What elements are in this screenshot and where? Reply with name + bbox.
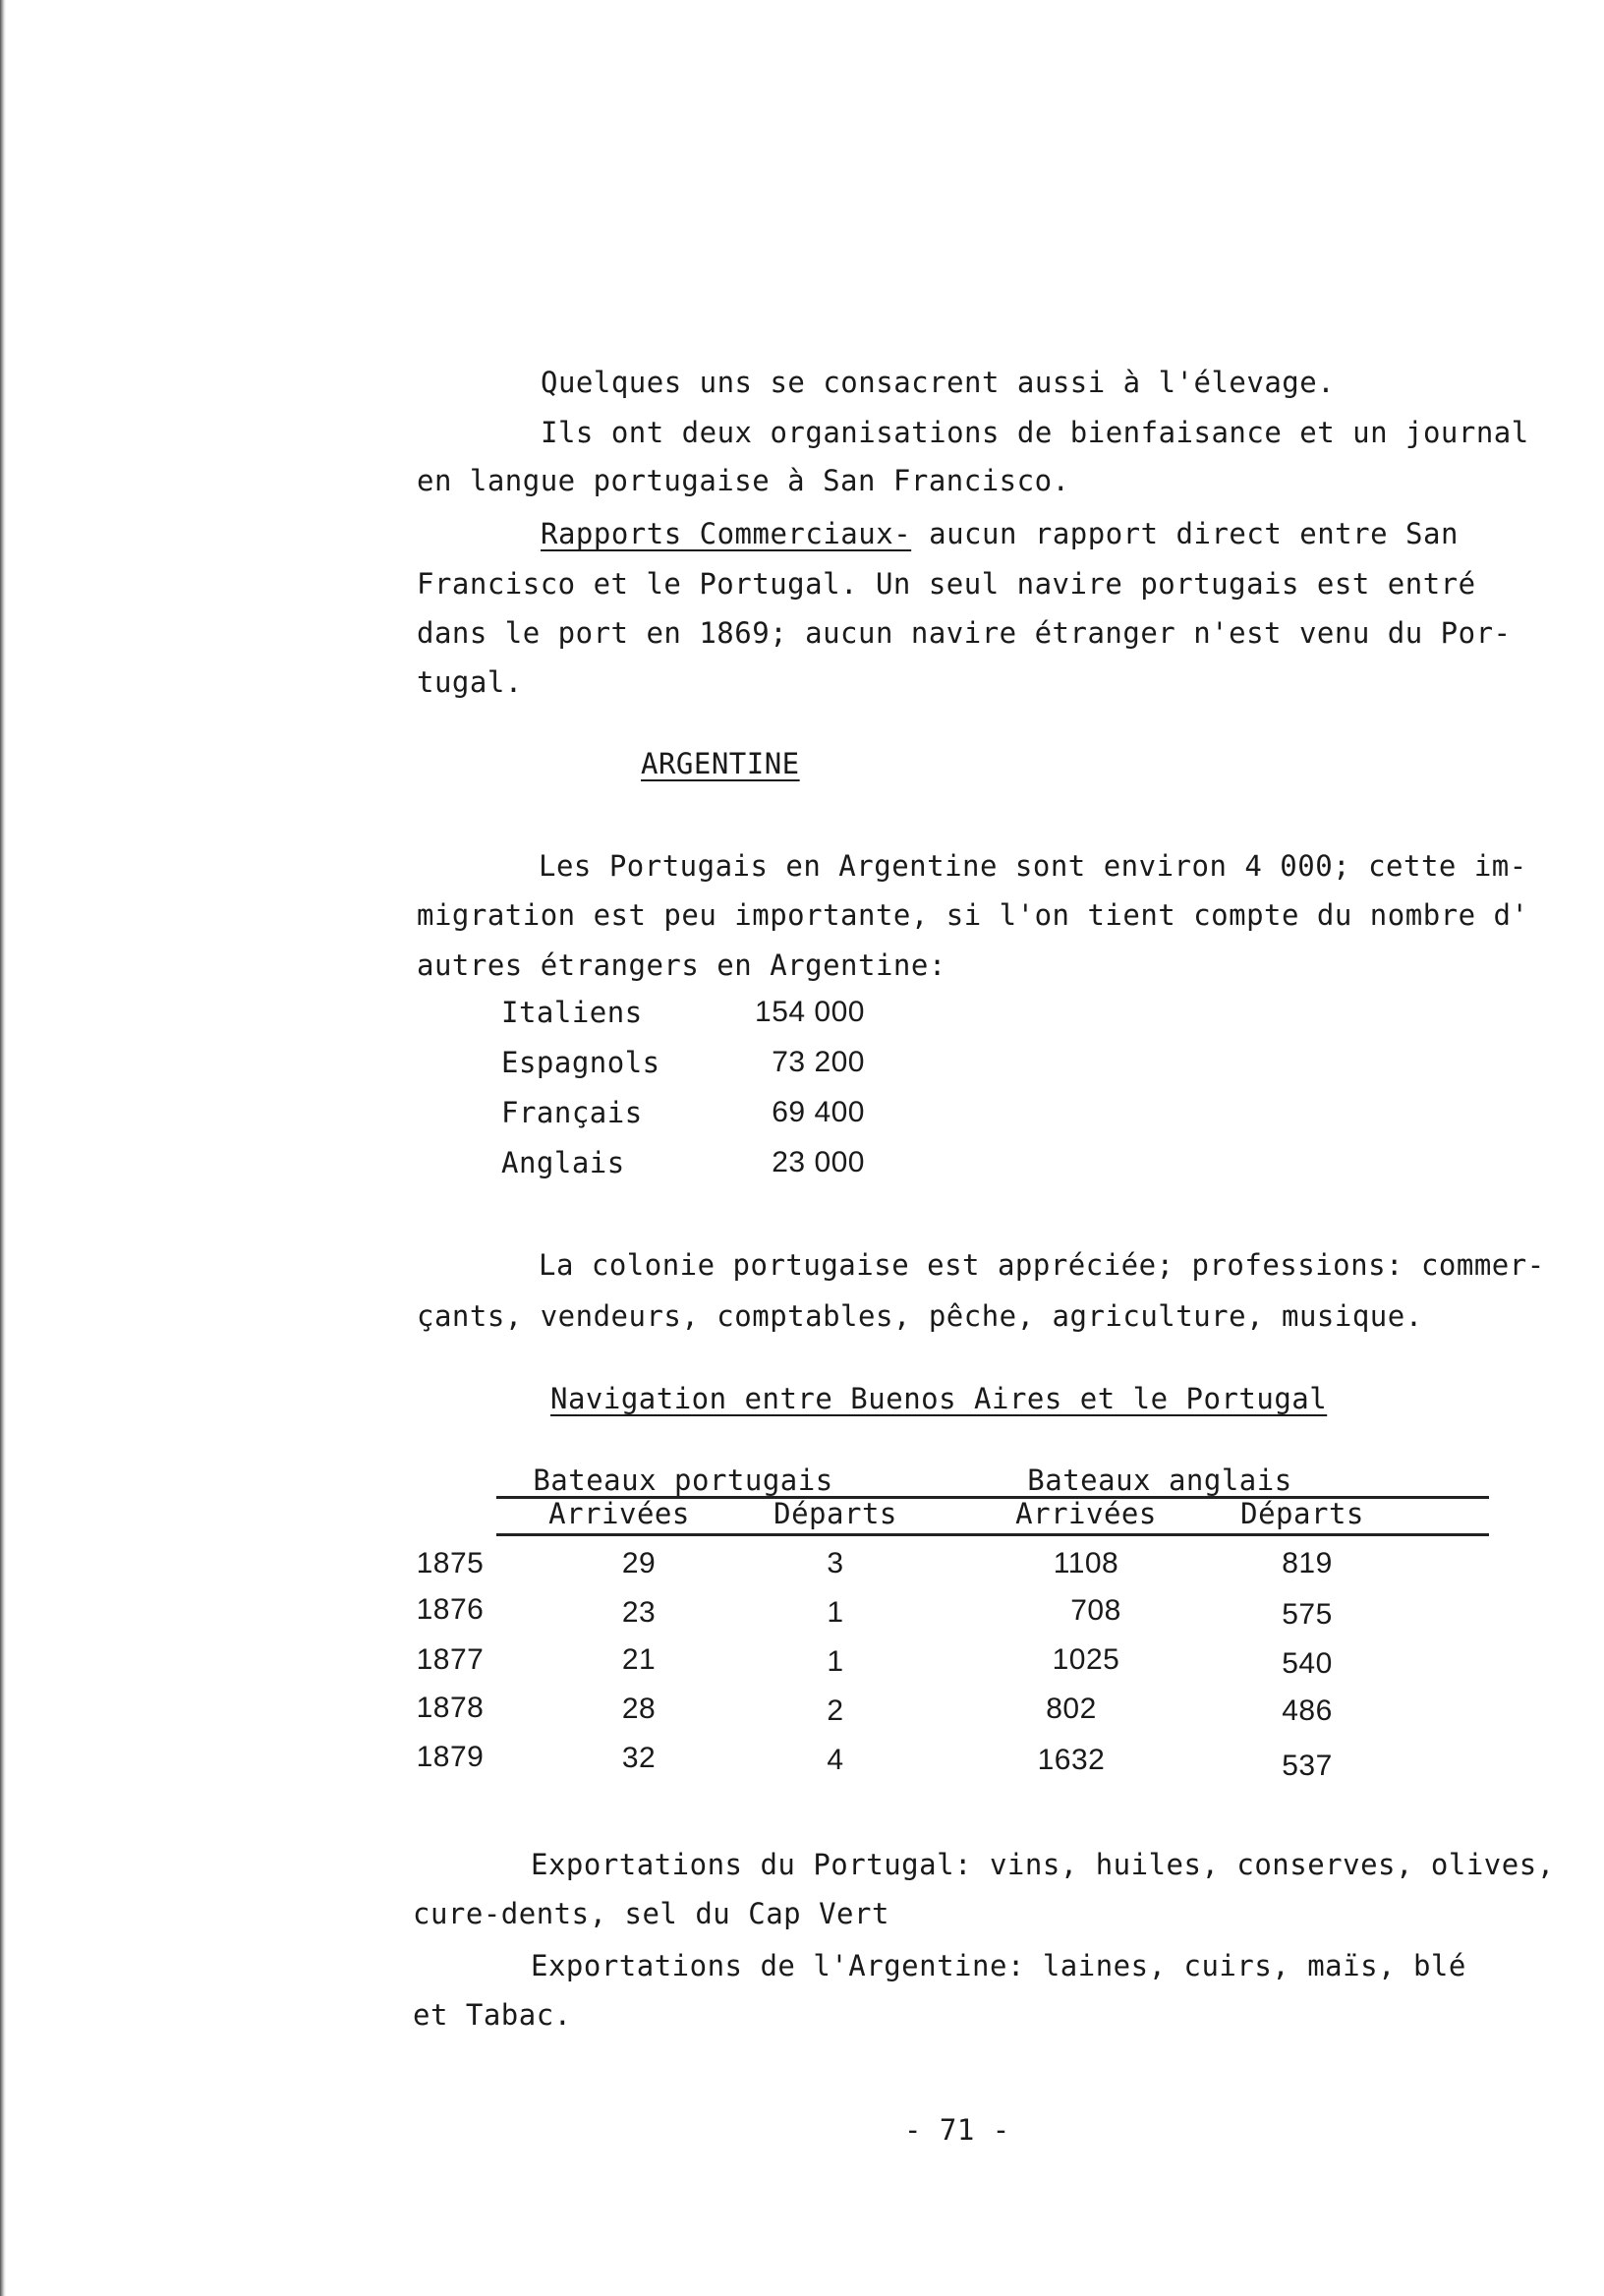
paragraph-line: Les Portugais en Argentine sont environ 4 000; cette im- bbox=[539, 849, 1527, 883]
rapports-heading: Rapports Commerciaux- bbox=[541, 517, 912, 550]
paragraph-line: autres étrangers en Argentine: bbox=[417, 948, 946, 982]
year-cell: 1877 bbox=[416, 1643, 485, 1676]
nationality-name: Français bbox=[501, 1096, 643, 1129]
pt-arrivals-cell: 21 bbox=[621, 1643, 657, 1676]
paragraph-line: migration est peu importante, si l'on tient compte du nombre d' bbox=[417, 898, 1529, 932]
paragraph-line: Quelques uns se consacrent aussi à l'élevage. bbox=[541, 366, 1336, 399]
column-group-english: Bateaux anglais bbox=[1027, 1464, 1292, 1497]
column-header-departures: Départs bbox=[1240, 1497, 1364, 1530]
pt-departures-cell: 4 bbox=[827, 1744, 844, 1776]
paragraph-line: çants, vendeurs, comptables, pêche, agriculture, musique. bbox=[417, 1299, 1423, 1333]
pt-arrivals-cell: 29 bbox=[621, 1547, 657, 1579]
paragraph-text: aucun rapport direct entre San bbox=[911, 517, 1459, 550]
paragraph-line: tugal. bbox=[417, 665, 523, 699]
nationality-value: 69 400 bbox=[772, 1096, 865, 1128]
pt-departures-cell: 3 bbox=[827, 1547, 844, 1579]
en-departures-cell: 486 bbox=[1282, 1694, 1333, 1727]
column-group-portuguese: Bateaux portugais bbox=[533, 1464, 833, 1497]
paragraph-line: Francisco et le Portugal. Un seul navire portugais est entré bbox=[417, 567, 1476, 601]
en-departures-cell: 819 bbox=[1282, 1547, 1333, 1579]
en-arrivals-cell: 1108 bbox=[1053, 1547, 1119, 1579]
en-arrivals-cell: 708 bbox=[1070, 1594, 1121, 1627]
en-arrivals-cell: 1632 bbox=[1037, 1744, 1106, 1776]
year-cell: 1875 bbox=[416, 1547, 485, 1579]
section-title: ARGENTINE bbox=[641, 747, 800, 780]
pt-departures-cell: 1 bbox=[827, 1645, 844, 1678]
page-number: - 71 - bbox=[904, 2113, 1010, 2147]
en-arrivals-cell: 802 bbox=[1046, 1693, 1097, 1725]
year-cell: 1876 bbox=[416, 1593, 485, 1626]
pt-arrivals-cell: 23 bbox=[621, 1596, 657, 1629]
year-cell: 1879 bbox=[416, 1741, 485, 1773]
en-departures-cell: 537 bbox=[1282, 1750, 1333, 1782]
column-header-arrivals: Arrivées bbox=[548, 1497, 690, 1530]
pt-arrivals-cell: 32 bbox=[621, 1742, 657, 1774]
column-header-departures: Départs bbox=[773, 1497, 897, 1530]
pt-departures-cell: 1 bbox=[827, 1596, 844, 1629]
nationality-value: 73 200 bbox=[772, 1046, 865, 1078]
paragraph-line: Exportations du Portugal: vins, huiles, conserves, olives, bbox=[531, 1848, 1555, 1881]
en-departures-cell: 575 bbox=[1282, 1598, 1333, 1631]
nationality-value: 154 000 bbox=[755, 996, 865, 1028]
paragraph-line bbox=[541, 517, 1459, 550]
paragraph-line: La colonie portugaise est appréciée; professions: commer- bbox=[539, 1248, 1545, 1282]
table-title: Navigation entre Buenos Aires et le Portugal bbox=[550, 1382, 1328, 1415]
nationality-name: Italiens bbox=[501, 996, 643, 1029]
paragraph-line: dans le port en 1869; aucun navire étranger n'est venu du Por- bbox=[417, 616, 1512, 650]
table-rule bbox=[496, 1533, 1489, 1536]
pt-departures-cell: 2 bbox=[827, 1694, 844, 1727]
nationality-name: Anglais bbox=[501, 1146, 625, 1179]
nationality-name: Espagnols bbox=[501, 1046, 660, 1079]
paragraph-line: en langue portugaise à San Francisco. bbox=[417, 464, 1070, 497]
pt-arrivals-cell: 28 bbox=[621, 1693, 657, 1725]
paragraph-line: Ils ont deux organisations de bienfaisance et un journal bbox=[541, 416, 1529, 449]
nationality-value: 23 000 bbox=[772, 1146, 865, 1178]
scan-left-edge bbox=[0, 0, 6, 2296]
paragraph-line: et Tabac. bbox=[413, 1998, 572, 2032]
paragraph-line: Exportations de l'Argentine: laines, cuirs, maïs, blé bbox=[531, 1949, 1466, 1982]
column-header-arrivals: Arrivées bbox=[1015, 1497, 1157, 1530]
en-arrivals-cell: 1025 bbox=[1052, 1643, 1120, 1676]
paragraph-line: cure-dents, sel du Cap Vert bbox=[413, 1897, 889, 1930]
year-cell: 1878 bbox=[416, 1692, 485, 1724]
en-departures-cell: 540 bbox=[1282, 1647, 1333, 1680]
